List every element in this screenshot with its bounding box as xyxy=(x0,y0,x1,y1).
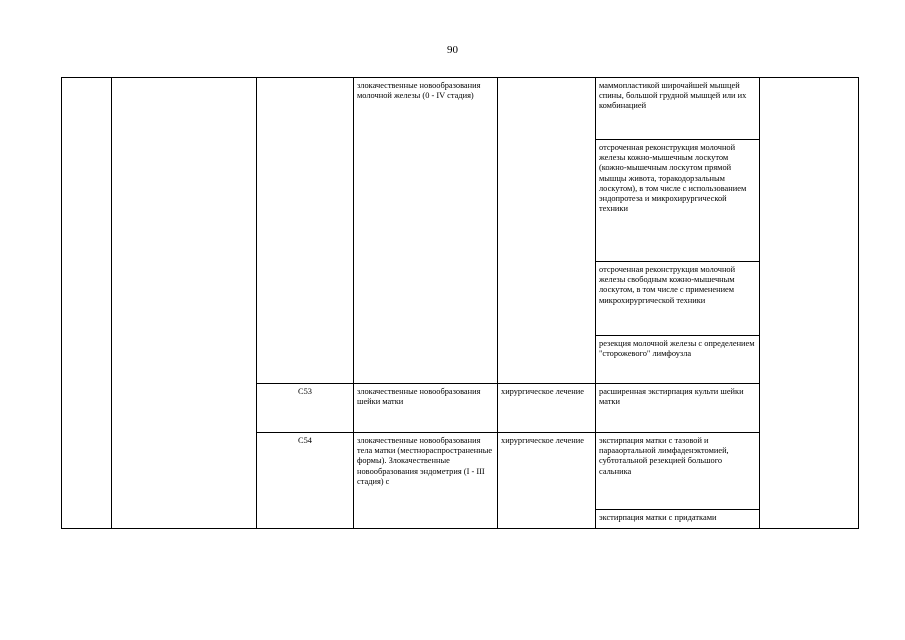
method-cell: экстирпация матки с придатками xyxy=(596,510,760,529)
empty-cell xyxy=(760,78,859,529)
method-cell: резекция молочной железы с определением "сторожевого" лимфоузла xyxy=(596,336,760,384)
method-cell: расширенная экстирпация культи шейки матки xyxy=(596,384,760,433)
empty-cell xyxy=(62,78,112,529)
treatment-cell: хирургическое лечение xyxy=(498,384,596,433)
method-cell: маммопластикой широчайшей мышцей спины, большой грудной мышцей или их комбинацией xyxy=(596,78,760,140)
treatment-cell: хирургическое лечение xyxy=(498,433,596,529)
method-cell: отсроченная реконструкция молочной железы свободным кожно-мышечным лоскутом, в том числе с применением микрохирургической техники xyxy=(596,262,760,336)
page-number: 90 xyxy=(447,44,458,56)
diagnosis-cell: злокачественные новообразования тела матки (местнораспространенные формы). Злокачественные новообразования эндометрия (I - III стадия) с xyxy=(354,433,498,529)
table-row xyxy=(62,78,859,140)
diagnosis-cell: злокачественные новообразования шейки матки xyxy=(354,384,498,433)
diagnosis-cell: злокачественные новообразования молочной железы (0 - IV стадия) xyxy=(354,78,498,384)
medical-care-table xyxy=(61,77,859,529)
code-cell: C54 xyxy=(257,433,354,529)
treatment-cell xyxy=(498,78,596,384)
method-cell: отсроченная реконструкция молочной железы кожно-мышечным лоскутом (кожно-мышечным лоскутом прямой мышцы живота, торакодорзальным лоскутом), в том числе с использованием эндопротеза и микрохирургической техники xyxy=(596,140,760,262)
code-cell xyxy=(257,78,354,384)
code-cell: C53 xyxy=(257,384,354,433)
method-cell: экстирпация матки с тазовой и парааортальной лимфаденэктомией, субтотальной резекцией большого сальника xyxy=(596,433,760,510)
empty-cell xyxy=(112,78,257,529)
